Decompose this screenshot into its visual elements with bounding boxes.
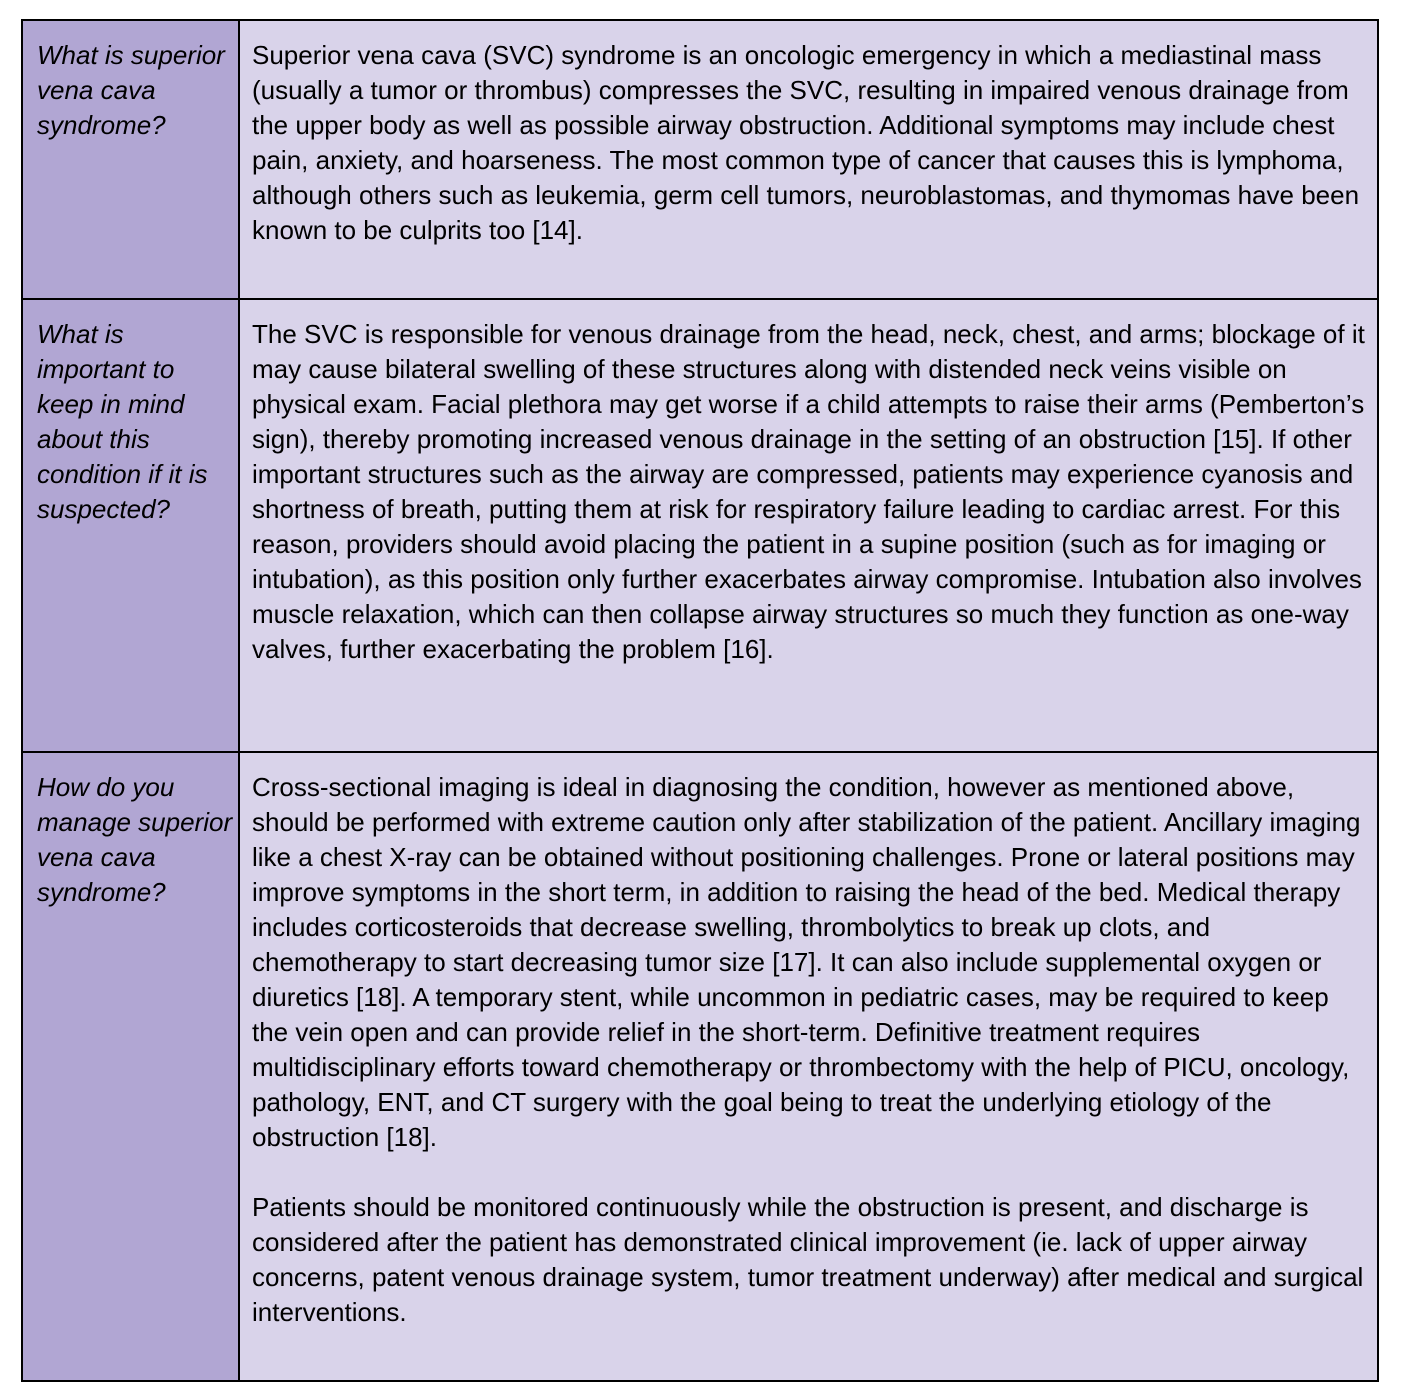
qa-row-svc-considerations <box>22 299 1378 752</box>
question-cell: How do you manage superior vena cava syndrome? <box>22 752 239 1381</box>
answer-paragraph: Superior vena cava (SVC) syndrome is an oncologic emergency in which a mediastinal mass (usually a tumor or thrombus) compresses the SVC, resulting in impaired venous drainage from the upper body as well as possible airway obstruction. Additional symptoms may include chest pain, anxiety, and hoarseness. The most common type of cancer that causes this is lymphoma, although others such as leukemia, germ cell tumors, neuroblastomas, and thymomas have been known to be culprits too [14]. <box>252 40 1360 245</box>
answer-cell <box>239 299 1378 752</box>
qa-row-svc-management <box>22 752 1378 1381</box>
answer-cell <box>239 752 1378 1381</box>
answer-paragraph: Patients should be monitored continuously while the obstruction is present, and discharge is considered after the patient has demonstrated clinical improvement (ie. lack of upper airway concerns, patent venous drainage system, tumor treatment underway) after medical and surgical interventions. <box>252 1192 1364 1327</box>
qa-table <box>21 19 1379 1382</box>
question-cell: What is superior vena cava syndrome? <box>22 20 239 299</box>
question-cell: What is important to keep in mind about this condition if it is suspected? <box>22 299 239 752</box>
answer-cell <box>239 20 1378 299</box>
qa-row-svc-definition <box>22 20 1378 299</box>
answer-paragraph: The SVC is responsible for venous drainage from the head, neck, chest, and arms; blockage of it may cause bilateral swelling of these structures along with distended neck veins visible on physical exam. Facial plethora may get worse if a child attempts to raise their arms (Pemberton’s sign), thereby promoting increased venous drainage in the setting of an obstruction [15]. If other important structures such as the airway are compressed, patients may experience cyanosis and shortness of breath, putting them at risk for respiratory failure leading to cardiac arrest. For this reason, providers should avoid placing the patient in a supine position (such as for imaging or intubation), as this position only further exacerbates airway compromise. Intubation also involves muscle relaxation, which can then collapse airway structures so much they function as one-way valves, further exacerbating the problem [16]. <box>252 319 1365 664</box>
answer-paragraph: Cross-sectional imaging is ideal in diagnosing the condition, however as mentioned above, should be performed with extreme caution only after stabilization of the patient. Ancillary imaging like a chest X-ray can be obtained without positioning challenges. Prone or lateral positions may improve symptoms in the short term, in addition to raising the head of the bed. Medical therapy includes corticosteroids that decrease swelling, thrombolytics to break up clots, and chemotherapy to start decreasing tumor size [17]. It can also include supplemental oxygen or diuretics [18]. A temporary stent, while uncommon in pediatric cases, may be required to keep the vein open and can provide relief in the short-term. Definitive treatment requires multidisciplinary efforts toward chemotherapy or thrombectomy with the help of PICU, oncology, pathology, ENT, and CT surgery with the goal being to treat the underlying etiology of the obstruction [18]. <box>252 772 1361 1152</box>
